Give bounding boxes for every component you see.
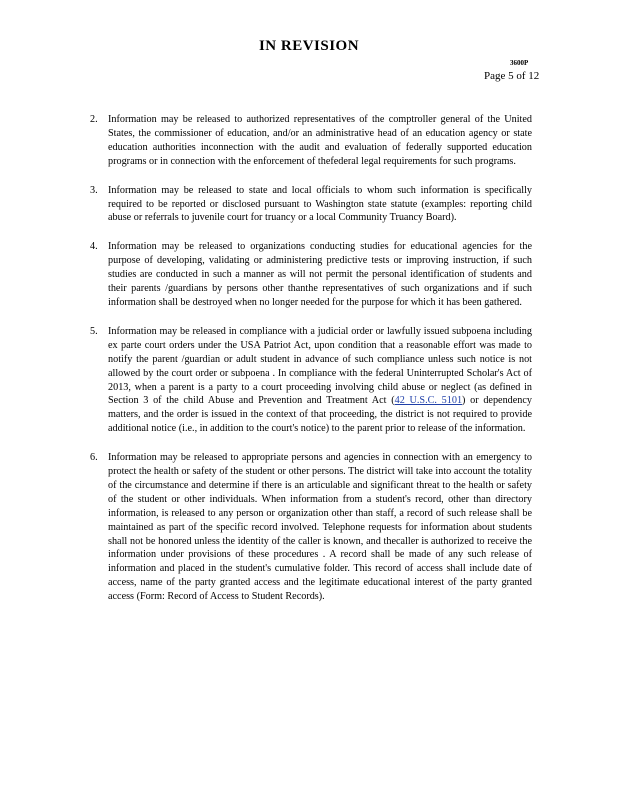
item-text: Information may be released to appropriate persons and agencies in connection with an emergency to protect the health or safety of the student or other persons. The district will take into account the totality of the circumstance and determine if there is an articulable and significant threat to the health or safety of the student or other individuals. When information from a student's record, other than directory information, is released to any person or organization other than staff, a record of such release shall be maintained as part of the specific record involved. Telephone requests for information about students shall not be honored unless the identity of the caller is known, and thecaller is authorized to receive the information under provisions of these procedures . A record shall be made of any such release of information and placed in the student's cumulative folder. This record of access shall include date of access, name of the party granted access and the legitimate educational interest of the party granted access (Form: Record of Access to Student Records). <box>108 452 532 603</box>
item-text-before-link: Information may be released in compliance with a judicial order or lawfully issued subpoena including ex parte court orders under the USA Patriot Act, upon condition that a reasonable effort was made to notify the parent /guardian or adult student in advance of such compliance unless such notice is not allowed by the court order or subpoena . In compliance with the federal Uninterrupted Scholar's Act of 2013, when a parent is a party to a court proceeding involving child abuse or neglect (as defined in Section 3 of the child Abuse and Prevention and Treatment Act ( <box>108 325 532 407</box>
item-number: 2. <box>90 114 98 125</box>
list-item <box>86 240 532 310</box>
item-text: Information may be released to state and local officials to whom such information is specifically required to be reported or disclosed pursuant to Washington state statute (examples: reporting child abuse or referrals to juvenile court for truancy or a local Community Truancy Board). <box>108 184 532 224</box>
item-text-after-link: ) or dependency matters, and the order is issued in the context of that proceeding, the district is not required to provide additional notice (i.e., in addition to the court's notice) to the parent prior to release of the information. <box>108 395 532 435</box>
item-number: 4. <box>90 241 98 253</box>
list-item <box>86 184 532 226</box>
list-item <box>86 325 532 436</box>
item-text: Information may be released to organizations conducting studies for educational agencies for the purpose of developing, validating or administering predictive tests or improving instruction, if such studies are conducted in such a manner as will not permit the personal identification of students and their parents /guardians by persons other thanthe representatives of such organizations and if such information shall be destroyed when no longer needed for the purpose for which it has been gathered. <box>108 241 532 308</box>
page-number: Page 5 of 12 <box>484 70 540 82</box>
item-number: 3. <box>90 184 98 196</box>
list-item <box>86 451 532 604</box>
item-text: Information may be released to authorized representatives of the comptroller general of the United States, the commissioner of education, and/or an administrative head of an education agency or state education authorities inconnection with the audit and evaluation of federally supported education programs or in connection with the enforcement of thefederal legal requirements for such programs. <box>108 114 532 167</box>
item-number: 5. <box>90 325 98 337</box>
item-number: 6. <box>90 452 98 464</box>
policy-code: 3600P <box>510 59 529 67</box>
usc-citation-link[interactable]: 42 U.S.C. 5101 <box>394 395 463 407</box>
procedure-list <box>86 113 532 619</box>
page-title: IN REVISION <box>258 38 360 54</box>
list-item <box>86 113 532 169</box>
